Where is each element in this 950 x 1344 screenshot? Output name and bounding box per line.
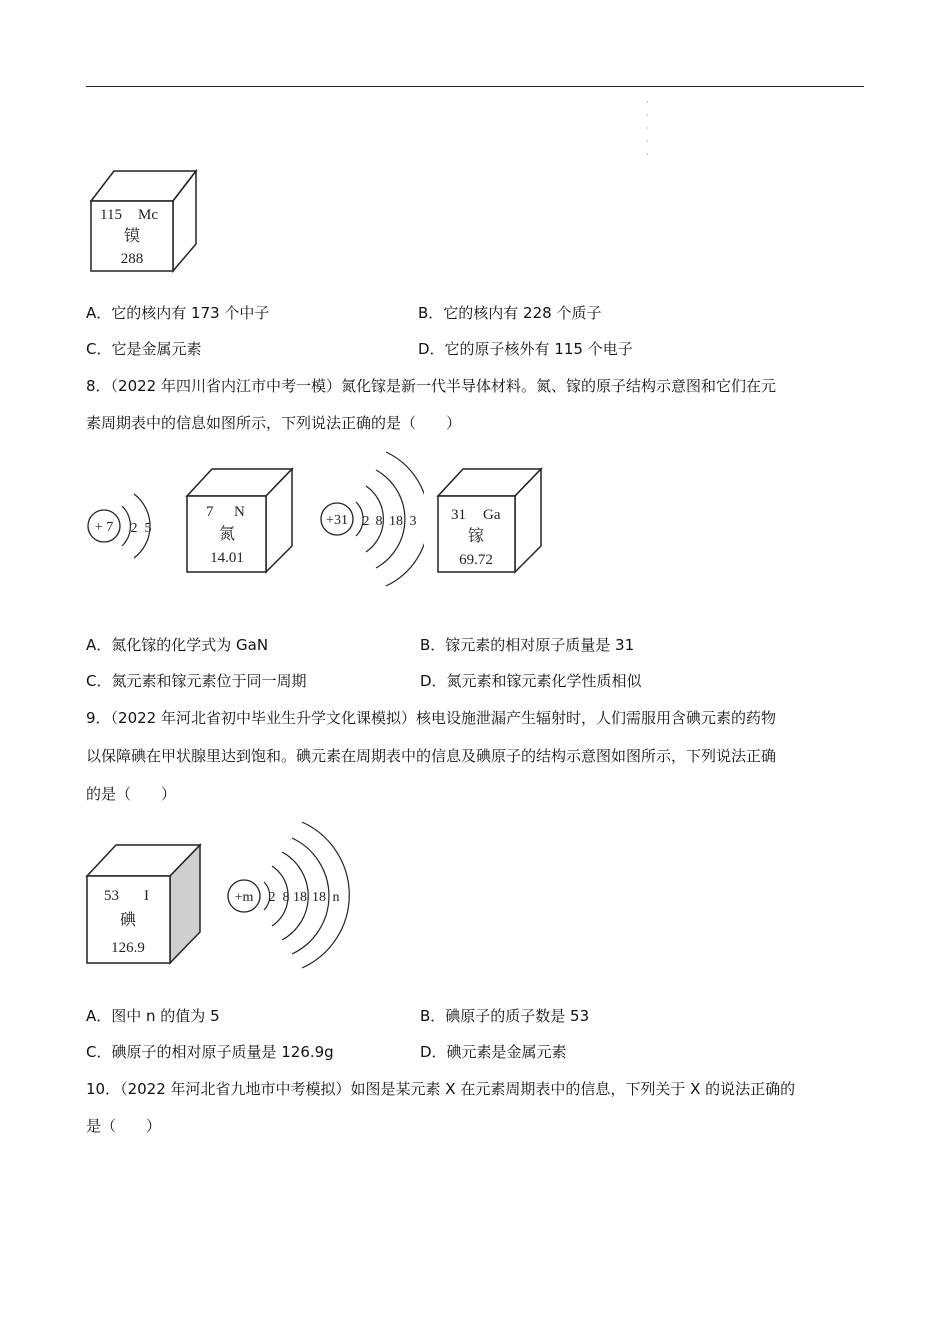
q9-stem-line3: 的是（ ）: [86, 785, 177, 803]
mc-mass: 288: [120, 251, 144, 267]
mc-name: 镆: [123, 228, 141, 245]
gallium-shell-1: 2: [362, 514, 370, 529]
q9-option-d: D．碘元素是金属元素: [420, 1043, 567, 1061]
gallium-nucleus: +31: [326, 513, 348, 528]
iodine-shell-2: 8: [282, 890, 290, 905]
q7-option-d: D．它的原子核外有 115 个电子: [418, 340, 633, 358]
iodine-shell-3: 18: [293, 890, 307, 905]
q8-option-c: C．氮元素和镓元素位于同一周期: [86, 672, 307, 690]
q9-option-a: A．图中 n 的值为 5: [86, 1007, 220, 1025]
nitrogen-name: 氮: [218, 526, 236, 543]
q7-option-a: A．它的核内有 173 个中子: [86, 304, 270, 322]
q9-stem-line1: 9．（2022 年河北省初中毕业生升学文化课模拟）核电设施泄漏产生辐射时，人们需服用含碘元素的药物: [86, 709, 776, 727]
q9-option-b: B．碘原子的质子数是 53: [420, 1007, 590, 1025]
nitrogen-nucleus: + 7: [94, 520, 114, 535]
gallium-name: 镓: [467, 528, 485, 545]
gallium-shell-3: 18: [389, 514, 403, 529]
iodine-shell-1: 2: [268, 890, 276, 905]
q8-option-d: D．氮元素和镓元素化学性质相似: [420, 672, 642, 690]
iodine-shell-5: n: [332, 890, 340, 905]
q8-option-a: A．氮化镓的化学式为 GaN: [86, 636, 269, 654]
mc-symbol: Mc: [138, 207, 158, 223]
gallium-mass: 69.72: [459, 552, 493, 568]
margin-dots: · · · · ·: [646, 98, 649, 159]
q9-option-c: C．碘原子的相对原子质量是 126.9g: [86, 1043, 334, 1061]
gallium-shell-2: 8: [375, 514, 383, 529]
iodine-element-tile: [84, 842, 204, 966]
iodine-atomic-number: 53: [104, 888, 119, 904]
iodine-nucleus: +m: [234, 890, 254, 905]
iodine-shell-4: 18: [312, 890, 326, 905]
gallium-symbol: Ga: [483, 507, 501, 523]
nitrogen-mass: 14.01: [210, 550, 244, 566]
nitrogen-symbol: N: [234, 504, 245, 520]
nitrogen-atomic-number: 7: [206, 504, 214, 520]
q8-stem-line1: 8．（2022 年四川省内江市中考一模）氮化镓是新一代半导体材料。氮、镓的原子结构示意图和它们在元: [86, 377, 776, 395]
gallium-element-tile: [435, 466, 545, 578]
nitrogen-atom-diagram: [84, 476, 160, 576]
mc-atomic-number: 115: [100, 207, 122, 223]
gallium-shell-4: 3: [409, 514, 417, 529]
q10-stem-line1: 10．（2022 年河北省九地市中考模拟）如图是某元素 X 在元素周期表中的信息，下列关于 X 的说法正确的: [86, 1080, 796, 1098]
iodine-name: 碘: [119, 912, 137, 929]
gallium-atom-diagram: [316, 444, 424, 590]
q7-option-c: C．它是金属元素: [86, 340, 202, 358]
q9-stem-line2: 以保障碘在甲状腺里达到饱和。碘元素在周期表中的信息及碘原子的结构示意图如图所示，下列说法正确: [86, 747, 777, 765]
iodine-atom-diagram: [224, 818, 350, 970]
q7-option-b: B．它的核内有 228 个质子: [418, 304, 602, 322]
nitrogen-element-tile: [184, 466, 296, 578]
q8-option-b: B．镓元素的相对原子质量是 31: [420, 636, 635, 654]
nitrogen-shell-2: 5: [144, 521, 152, 536]
mc-element-tile: [88, 168, 200, 276]
iodine-mass: 126.9: [111, 940, 145, 956]
gallium-atomic-number: 31: [451, 507, 466, 523]
iodine-symbol: I: [144, 888, 149, 904]
q10-stem-line2: 是（ ）: [86, 1117, 162, 1135]
q8-stem-line2: 素周期表中的信息如图所示，下列说法正确的是（ ）: [86, 414, 462, 432]
header-rule: [86, 86, 864, 87]
nitrogen-shell-1: 2: [130, 521, 138, 536]
